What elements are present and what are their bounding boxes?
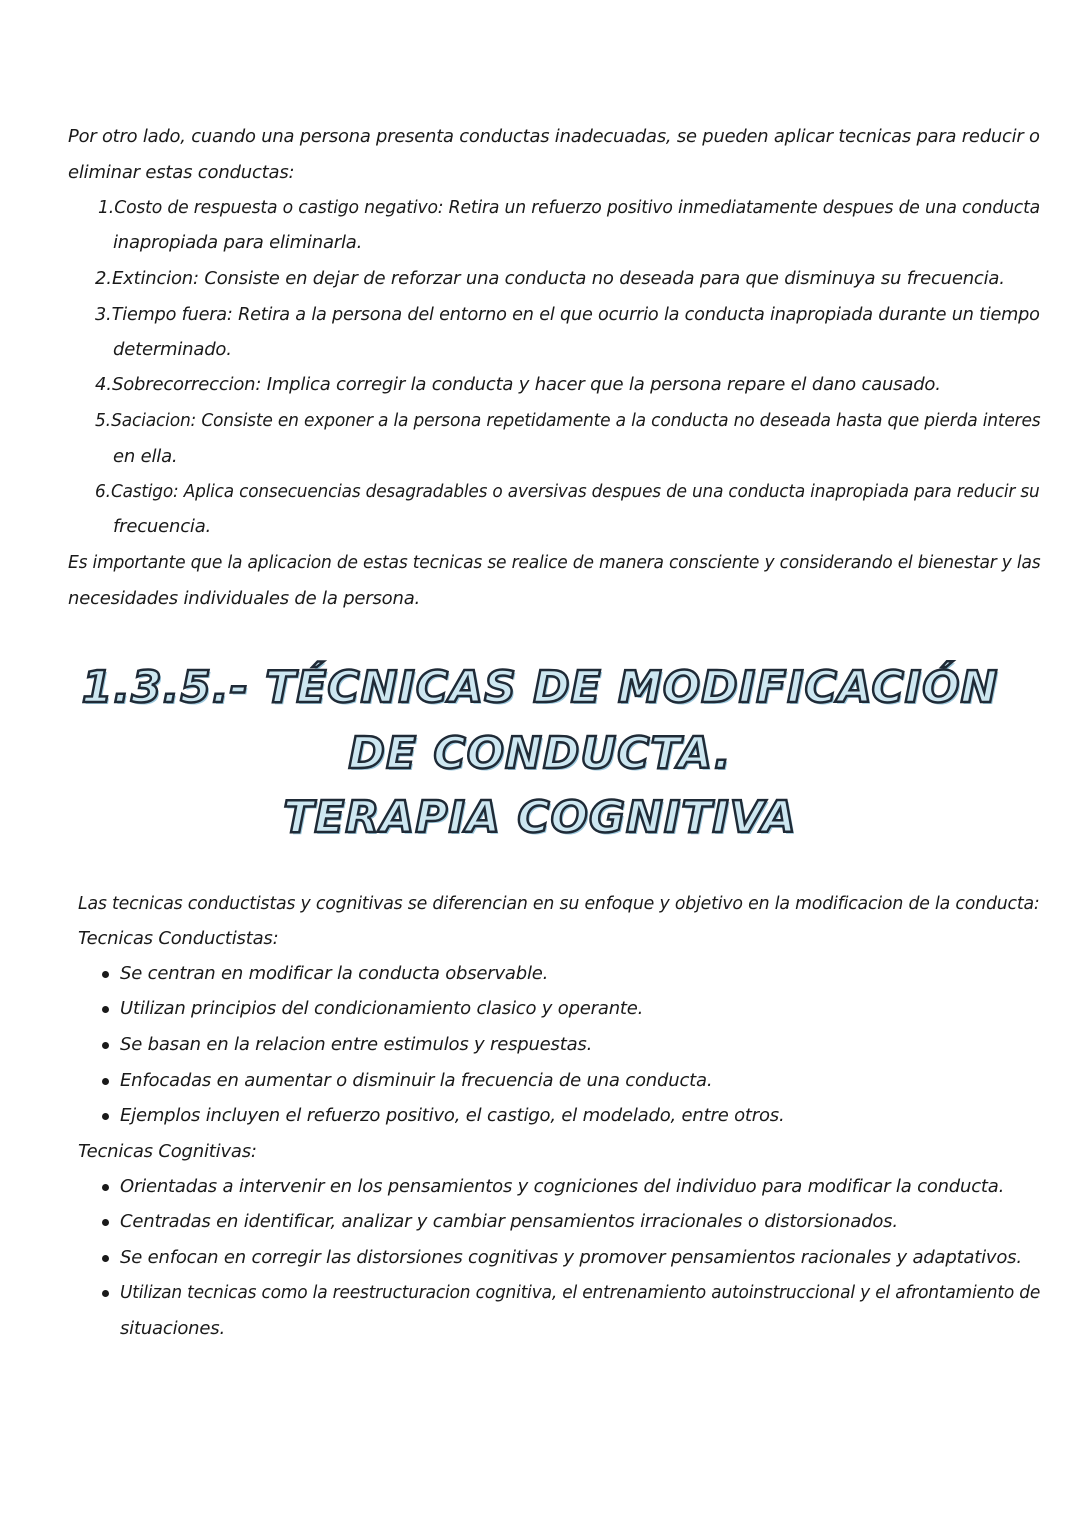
bullet-icon <box>102 1078 109 1085</box>
technique-3-cont: determinado. <box>113 339 232 360</box>
behavioral-item: Se centran en modificar la conducta observable. <box>120 963 549 984</box>
section-heading-line-2: DE CONDUCTA. <box>348 728 732 779</box>
bullet-icon <box>102 1113 109 1120</box>
technique-text: Castigo: Aplica consecuencias desagradables o aversivas despues de una conducta inapropiada para reducir su <box>110 481 1040 502</box>
behavioral-item: Se basan en la relacion entre estimulos y respuestas. <box>120 1034 593 1055</box>
technique-text: Sobrecorreccion: Implica corregir la conducta y hacer que la persona repare el dano causado. <box>112 374 941 395</box>
technique-text: Extincion: Consiste en dejar de reforzar una conducta no deseada para que disminuya su frecuencia. <box>112 268 1005 289</box>
closing-line-2: necesidades individuales de la persona. <box>68 588 421 609</box>
bullet-icon <box>102 1290 109 1297</box>
comparison-intro: Las tecnicas conductistas y cognitivas se diferencian en su enfoque y objetivo en la modificacion de la conducta: <box>78 893 1040 914</box>
behavioral-item: Utilizan principios del condicionamiento clasico y operante. <box>120 998 644 1019</box>
technique-4 <box>95 374 941 395</box>
bullet-icon <box>102 1006 109 1013</box>
technique-text: Tiempo fuera: Retira a la persona del entorno en el que ocurrio la conducta inapropiada durante un tiempo <box>111 304 1040 325</box>
cognitive-title: Tecnicas Cognitivas: <box>78 1141 257 1162</box>
technique-2 <box>95 268 1005 289</box>
technique-1-cont: inapropiada para eliminarla. <box>113 232 363 253</box>
technique-number: 3. <box>95 304 112 325</box>
technique-5 <box>95 410 1040 431</box>
technique-number: 1. <box>98 197 115 218</box>
technique-1 <box>98 197 1040 218</box>
intro-line-1: Por otro lado, cuando una persona presenta conductas inadecuadas, se pueden aplicar tecnicas para reducir o <box>68 126 1040 147</box>
technique-5-cont: en ella. <box>113 446 178 467</box>
cognitive-item: Centradas en identificar, analizar y cambiar pensamientos irracionales o distorsionados. <box>120 1211 898 1232</box>
section-heading-line-3: TERAPIA COGNITIVA <box>283 792 797 843</box>
cognitive-item: Orientadas a intervenir en los pensamientos y cogniciones del individuo para modificar la conducta. <box>120 1176 1005 1197</box>
technique-number: 5. <box>95 410 111 431</box>
technique-number: 6. <box>95 481 111 502</box>
bullet-icon <box>102 1219 109 1226</box>
section-heading-line-1: 1.3.5.- TÉCNICAS DE MODIFICACIÓN <box>81 662 999 713</box>
behavioral-title: Tecnicas Conductistas: <box>78 928 279 949</box>
technique-text: Costo de respuesta o castigo negativo: Retira un refuerzo positivo inmediatamente despues de una conducta <box>114 197 1040 218</box>
bullet-icon <box>102 1042 109 1049</box>
bullet-icon <box>102 1255 109 1262</box>
technique-6 <box>95 481 1040 502</box>
technique-text: Saciacion: Consiste en exponer a la persona repetidamente a la conducta no deseada hasta que pierda interes <box>111 410 1041 431</box>
technique-number: 2. <box>95 268 112 289</box>
cognitive-item: Utilizan tecnicas como la reestructuracion cognitiva, el entrenamiento autoinstruccional y el afrontamiento de <box>120 1282 1041 1303</box>
intro-line-2: eliminar estas conductas: <box>68 162 295 183</box>
behavioral-item: Enfocadas en aumentar o disminuir la frecuencia de una conducta. <box>120 1070 713 1091</box>
cognitive-item: Se enfocan en corregir las distorsiones cognitivas y promover pensamientos racionales y adaptativos. <box>120 1247 1022 1268</box>
cognitive-item-cont: situaciones. <box>120 1318 225 1339</box>
behavioral-item: Ejemplos incluyen el refuerzo positivo, el castigo, el modelado, entre otros. <box>120 1105 785 1126</box>
technique-3 <box>95 304 1040 325</box>
bullet-icon <box>102 1184 109 1191</box>
technique-6-cont: frecuencia. <box>113 516 212 537</box>
bullet-icon <box>102 971 109 978</box>
closing-line-1: Es importante que la aplicacion de estas tecnicas se realice de manera consciente y considerando el bienestar y las <box>68 552 1041 573</box>
technique-number: 4. <box>95 374 112 395</box>
